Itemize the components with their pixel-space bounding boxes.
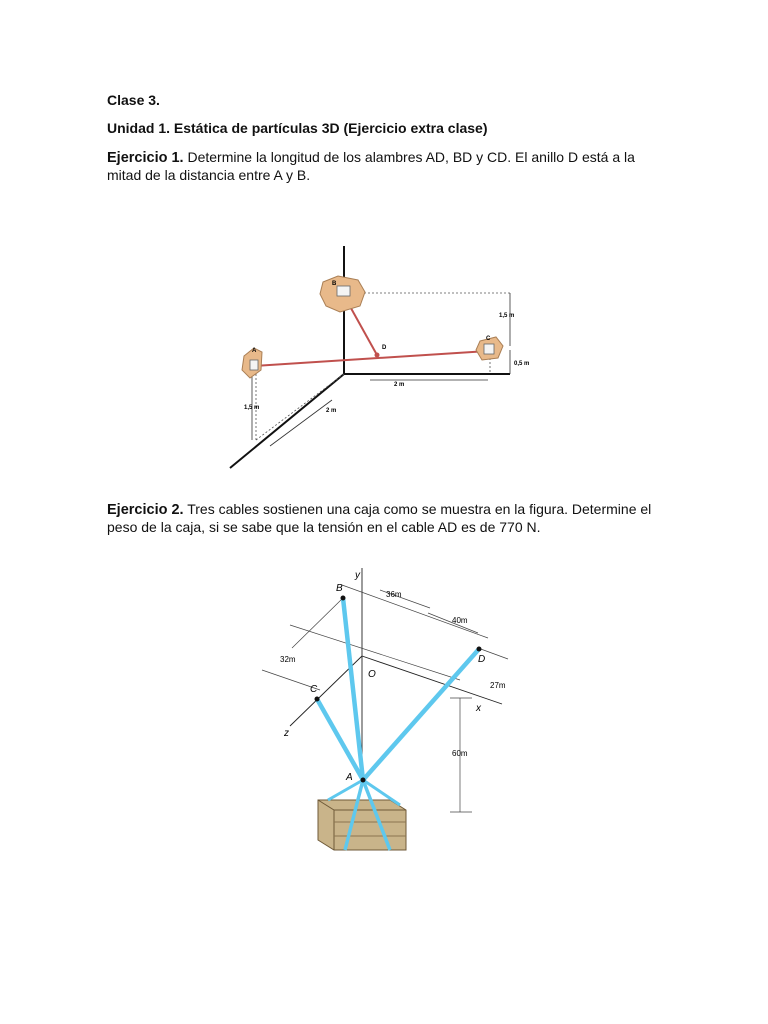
label-c: C: [310, 684, 318, 695]
anchor-a-plate: [250, 360, 258, 370]
exercise-1-text: Determine la longitud de los alambres AD, BD y CD. El anillo D está a la mitad de la distancia entre A y B.: [107, 149, 635, 183]
anchor-c-plate: [484, 344, 494, 354]
label-a: A: [252, 348, 257, 354]
label-b: B: [336, 583, 343, 594]
label-b: B: [332, 281, 337, 287]
exercise-2-figure: [250, 560, 530, 860]
point-c: [315, 697, 320, 702]
wire-ad-cd: [254, 351, 488, 366]
label-d: D: [478, 654, 486, 665]
dim-label-a-height: 1,5 m: [244, 405, 260, 411]
exercise-2-text: Tres cables sostienen una caja como se muestra en la figura. Determine el peso de la caja, si se sabe que la tensión en el cable AD es de 770 N.: [107, 501, 652, 535]
exercise-1-figure: [220, 240, 550, 472]
dim-line-32: [292, 597, 344, 648]
exercise-1-title: Ejercicio 1.: [107, 150, 184, 166]
dim-label-36: 36m: [386, 590, 402, 599]
cable-ad: [363, 649, 479, 780]
dim-label-2m-x: 2 m: [394, 382, 405, 388]
dim-label-27: 27m: [490, 681, 506, 690]
ring-d: [375, 353, 380, 358]
dim-label-40: 40m: [452, 616, 468, 625]
crate-body: [318, 800, 406, 850]
label-axis-z: z: [284, 728, 289, 739]
label-axis-x: x: [476, 703, 481, 714]
label-a: A: [346, 772, 353, 783]
dim-label-2m-z: 2 m: [326, 408, 337, 414]
guide-line-3: [342, 585, 488, 638]
point-a: [361, 778, 366, 783]
label-origin: O: [368, 669, 376, 680]
exercise-1-statement: [107, 149, 652, 184]
dim-label-60: 60m: [452, 749, 468, 758]
unit-heading: Unidad 1. Estática de partículas 3D (Ejercicio extra clase): [107, 120, 488, 136]
exercise-2-title: Ejercicio 2.: [107, 502, 184, 518]
anchor-b-plate: [337, 286, 350, 296]
label-d: D: [382, 345, 387, 351]
label-c: C: [486, 336, 491, 342]
exercise-2-statement: [107, 501, 652, 536]
dim-label-c-height: 0,5 m: [514, 361, 530, 367]
dim-label-bc: 1,5 m: [499, 313, 515, 319]
class-heading: Clase 3.: [107, 92, 160, 108]
dim-label-32: 32m: [280, 655, 296, 664]
point-b: [341, 596, 346, 601]
axis-z: [230, 374, 344, 468]
label-axis-y: y: [355, 570, 360, 581]
guide-a-floor: [256, 374, 344, 440]
point-d: [477, 647, 482, 652]
